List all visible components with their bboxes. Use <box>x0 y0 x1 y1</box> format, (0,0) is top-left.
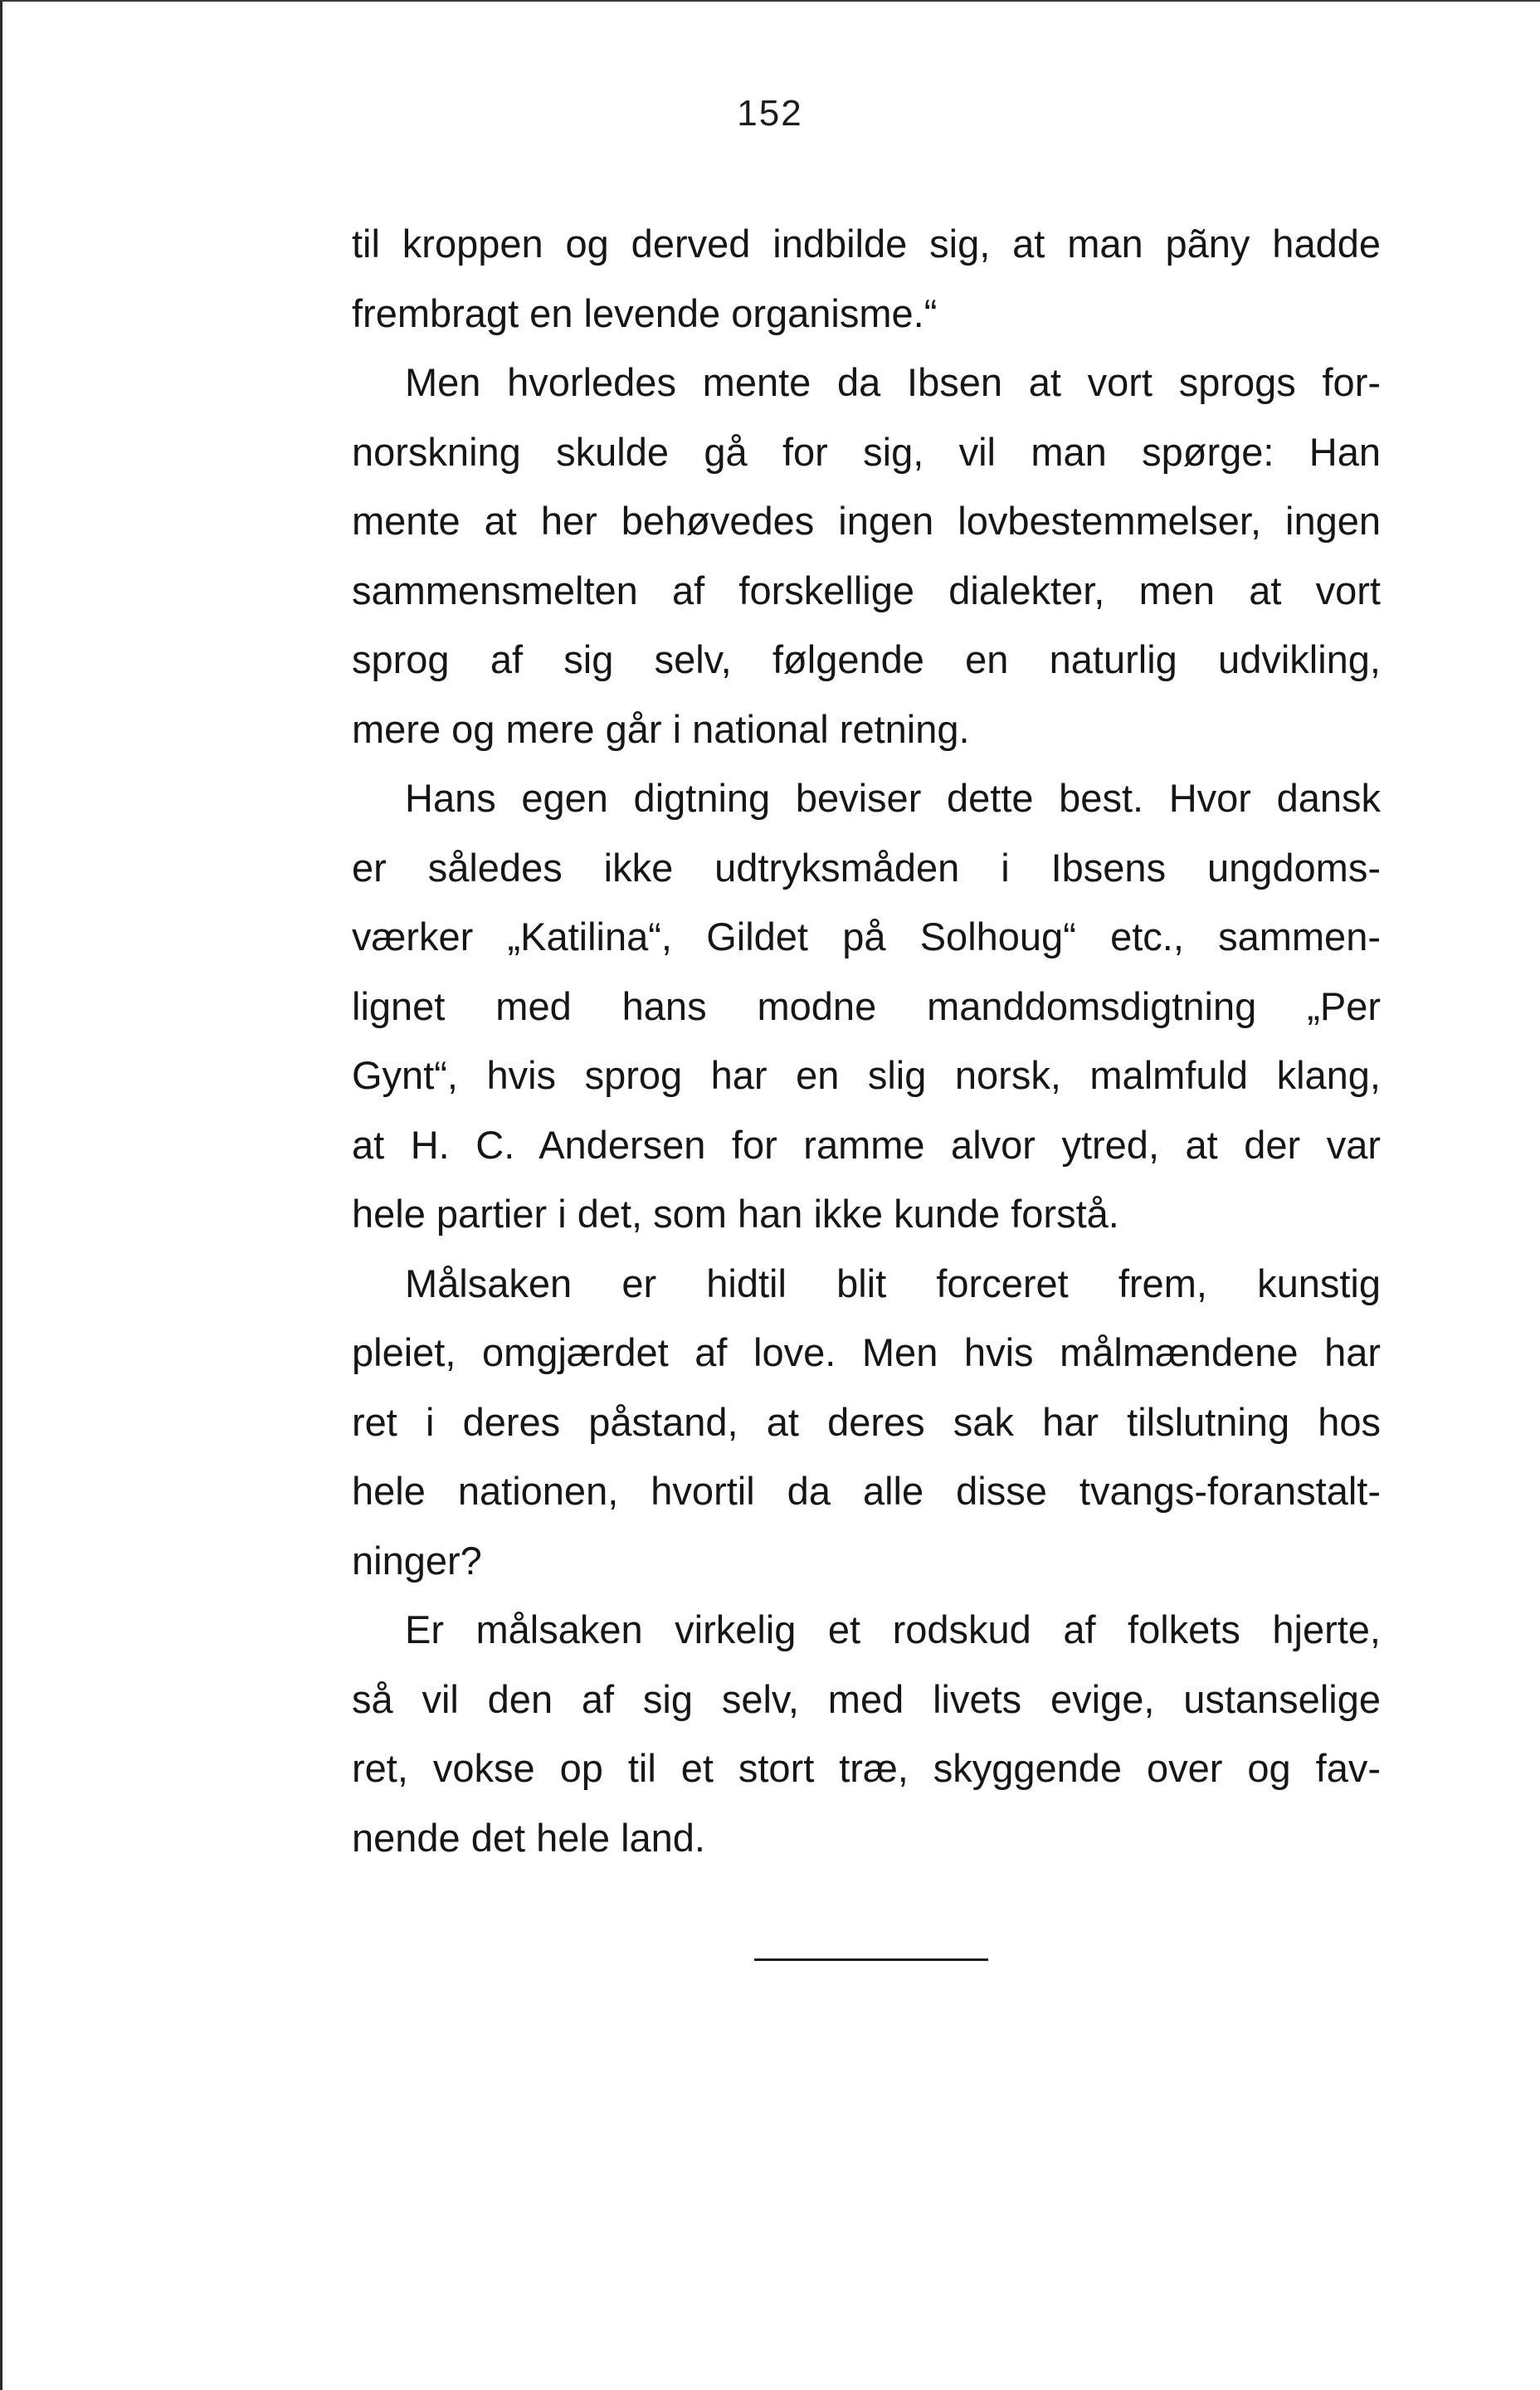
text-line: at H. C. Andersen for ramme alvor ytred, at der var <box>352 1122 1381 1167</box>
text-line: til kroppen og derved indbilde sig, at man pãny hadde <box>352 222 1381 266</box>
text-line: nende det hele land. <box>352 1815 705 1860</box>
text-line: sammensmelten af forskellige dialekter, men at vort <box>352 568 1381 612</box>
text-line: er således ikke udtryksmåden i Ibsens ungdoms- <box>352 845 1381 890</box>
text-line: sprog af sig selv, følgende en naturlig udvikling, <box>352 637 1381 681</box>
text-line: Men hvorledes mente da Ibsen at vort sprogs for- <box>405 360 1381 404</box>
text-line: frembragt en levende organisme.“ <box>352 290 938 335</box>
text-line: mente at her behøvedes ingen lovbestemmelser, ingen <box>352 499 1381 543</box>
page-number: 152 <box>737 93 803 134</box>
text-line: Hans egen digtning beviser dette best. Hvor dansk <box>405 776 1381 820</box>
text-line: pleiet, omgjærdet af love. Men hvis målmændene har <box>352 1330 1381 1374</box>
text-line: værker „Katilina“, Gildet på Solhoug“ etc., sammen- <box>352 915 1381 958</box>
text-line: så vil den af sig selv, med livets evige, ustanselige <box>352 1676 1381 1721</box>
end-divider <box>754 1958 988 1961</box>
text-line: Målsaken er hidtil blit forceret frem, kunstig <box>405 1261 1381 1305</box>
text-line: ret, vokse op til et stort træ, skyggende over og fav- <box>352 1746 1381 1790</box>
text-line: mere og mere går i national retning. <box>352 706 970 751</box>
body-text <box>352 209 1381 1872</box>
text-line: Gynt“, hvis sprog har en slig norsk, malmfuld klang, <box>352 1053 1381 1097</box>
text-line: Er målsaken virkelig et rodskud af folkets hjerte, <box>405 1607 1381 1651</box>
text-line: hele nationen, hvortil da alle disse tvangs-foranstalt- <box>352 1469 1381 1513</box>
text-line: hele partier i det, som han ikke kunde forstå. <box>352 1192 1119 1236</box>
text-line: lignet med hans modne manddomsdigtning „Per <box>352 983 1381 1028</box>
text-line: ret i deres påstand, at deres sak har tilslutning hos <box>352 1399 1381 1444</box>
text-line: ninger? <box>352 1538 482 1583</box>
text-line: norskning skulde gå for sig, vil man spørge: Han <box>352 429 1381 474</box>
